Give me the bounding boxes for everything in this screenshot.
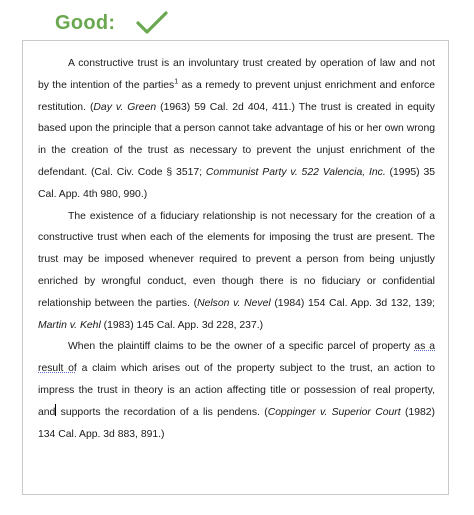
document-page: [22, 40, 449, 495]
p2-text-1: The existence of a fiduciary relationship is not necessary for the creation of a constructive trust when each of the elements for imposing the trust are present. The trust may be imposed whenever required to prevent a person from being unjustly enriched by wrongful conduct, even though there is no fiduciary or confidential relationship between the parties. (: [38, 210, 435, 309]
p1-text-2: as a remedy to prevent unjust enrichment and enforce restitution. (: [38, 79, 435, 113]
p3-text-2: a claim which arises out of the property subject to the trust, an action to impress the trust in theory is an action affecting title or possession of real property, and: [38, 363, 435, 418]
case-citation-communist-party: Communist Party v. 522 Valencia, Inc.: [205, 166, 386, 178]
checkmark-icon: [135, 10, 169, 36]
grammar-flagged-phrase[interactable]: as a result of: [38, 341, 436, 375]
p2-text-2: (1984) 154 Cal. App. 3d 132, 139;: [270, 297, 435, 309]
case-citation-day-v-green: Day v. Green: [93, 101, 157, 113]
document-body[interactable]: [38, 53, 435, 445]
p3-text-3: supports the recordation of a lis pendens. (: [56, 406, 268, 418]
case-citation-nelson-v-nevel: Nelson v. Nevel: [197, 297, 271, 309]
case-citation-martin-v-kehl: Martin v. Kehl: [38, 319, 101, 331]
paragraph-lis-pendens: [38, 336, 435, 445]
case-citation-coppinger: Coppinger v. Superior Court: [267, 406, 401, 418]
footnote-reference[interactable]: 1: [174, 78, 179, 86]
heading-label: Good:: [55, 11, 116, 34]
p2-text-3: (1983) 145 Cal. App. 3d 228, 237.): [100, 319, 264, 331]
p3-text-1: When the plaintiff claims to be the owner of a specific parcel of property: [68, 341, 415, 353]
paragraph-constructive-trust: [38, 53, 435, 206]
p1-text-3: (1963) 59 Cal. 2d 404, 411.) The trust is created in equity based upon the principle that a person cannot take advantage of his or her own wrong in the creation of the trust as necessary to prevent the unjust enrichment of the defendant. (Cal. Civ. Code § 3517;: [38, 101, 435, 178]
p1-text-4: (1995) 35 Cal. App. 4th 980, 990.): [38, 166, 435, 200]
p3-text-4: (1982) 134 Cal. App. 3d 883, 891.): [38, 406, 435, 440]
paragraph-fiduciary-relationship: [38, 206, 435, 337]
p1-text-1: A constructive trust is an involuntary trust created by operation of law and not by the intention of the parties: [38, 58, 435, 91]
example-heading: [55, 10, 169, 36]
